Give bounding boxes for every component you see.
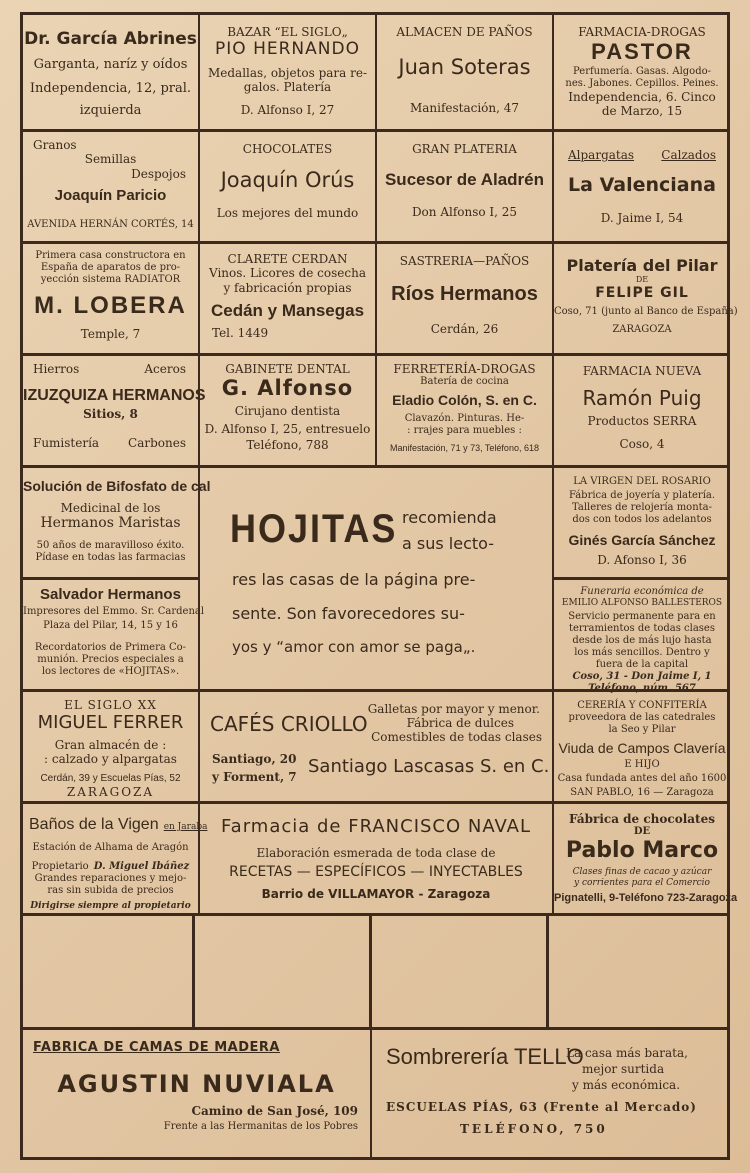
ad-campos-claveria <box>554 692 730 804</box>
ad-line: España de aparatos de pro- <box>40 262 181 273</box>
ad-line: yección sistema RADIATOR <box>40 274 181 285</box>
ad-line: : calzado y alpargatas <box>44 752 177 767</box>
ad-line: La casa más barata, <box>566 1046 688 1060</box>
ad-m-lobera <box>23 244 200 356</box>
ad-line: GRAN PLATERIA <box>412 142 517 156</box>
ad-line: Fábrica de joyería y platería. <box>568 490 716 501</box>
ad-aladren <box>377 132 554 244</box>
ad-name: Joaquín Orús <box>220 168 355 193</box>
ad-line: Propietario <box>31 861 89 872</box>
ad-line: RECETAS — ESPECÍFICOS — INYECTABLES <box>229 863 523 880</box>
ad-agustin-nuviala <box>23 1030 372 1157</box>
ad-garcia-abrines <box>23 15 200 132</box>
ad-line: y Forment, 7 <box>212 770 297 784</box>
ad-line: Fábrica de dulces <box>406 716 514 730</box>
ad-line: Recordatorios de Primera Co- <box>34 642 187 653</box>
ad-izuzquiza <box>23 356 206 468</box>
ad-ramon-puig <box>554 356 730 468</box>
ad-name: Joaquín Paricio <box>54 187 167 205</box>
ad-line: Hierros <box>33 362 80 376</box>
ad-cedan-mansegas <box>200 244 377 356</box>
ad-line: Fábrica de chocolates <box>569 812 715 826</box>
ad-name: Pablo Marco <box>565 838 719 864</box>
ad-line: FABRICA DE CAMAS DE MADERA <box>33 1040 280 1055</box>
ad-pablo-marco <box>554 804 738 916</box>
center-line: res las casas de la página pre- <box>232 570 476 589</box>
ad-line: Coso, 71 (junto al Banco de España) <box>554 305 738 317</box>
ad-line: Tel. 1449 <box>212 325 269 340</box>
ad-name: Solución de Bifosfato de cal <box>23 478 211 494</box>
ad-name: IZUZQUIZA HERMANOS <box>23 387 206 404</box>
ad-line: nes. Jabones. Cepillos. Peines. <box>565 77 719 89</box>
ad-virgen-rosario <box>554 468 730 580</box>
ad-line: Camino de San José, 109 <box>191 1104 358 1119</box>
ad-rios-hermanos <box>377 244 554 356</box>
ad-line: Elaboración esmerada de toda clase de <box>256 845 496 860</box>
ad-line: Pignatelli, 9-Teléfono 723-Zaragoza <box>554 892 738 905</box>
ad-plateria-pilar <box>554 244 738 356</box>
ad-g-alfonso <box>200 356 377 468</box>
ad-line: FERRETERÍA-DROGAS <box>393 362 536 376</box>
ad-name: M. LOBERA <box>34 292 187 319</box>
ad-line: GABINETE DENTAL <box>225 362 350 376</box>
ad-line: Alpargatas <box>568 148 635 162</box>
ad-juan-soteras <box>377 15 554 132</box>
ad-line: ESCUELAS PÍAS, 63 (Frente al Mercado) <box>386 1100 697 1114</box>
ad-line: DE <box>635 275 649 285</box>
ad-line: D. Miguel Ibáñez <box>93 861 190 872</box>
ad-line: TELÉFONO, 750 <box>460 1122 608 1136</box>
ad-line: SASTRERIA—PAÑOS <box>399 254 530 268</box>
ad-line: Comestibles de todas clases <box>371 730 542 744</box>
ad-line: fuera de la capital <box>595 658 689 670</box>
ad-name: Eladio Colón, S. en C. <box>392 392 537 409</box>
ad-line: Despojos <box>131 166 186 181</box>
ad-cafes-criollo <box>200 692 554 804</box>
ad-line: D. Alfonso I, 25, entresuelo <box>204 421 371 436</box>
ad-line: EL SIGLO XX <box>64 698 157 712</box>
ad-pio-hernando <box>200 15 377 132</box>
ad-line: Medallas, objetos para re- <box>207 65 368 80</box>
ad-name: Viuda de Campos Clavería <box>558 740 726 756</box>
ad-name: Ríos Hermanos <box>391 283 538 306</box>
ad-line: los más sencillos. Dentro y <box>574 646 710 658</box>
ad-line: Talleres de relojería monta- <box>571 502 713 513</box>
ad-name: La Valenciana <box>568 174 716 196</box>
ad-pastor <box>554 15 730 132</box>
ad-line: y fabricación propias <box>223 280 352 295</box>
ad-line: ZARAGOZA <box>66 784 155 799</box>
ad-line: terramientos de todas clases <box>568 622 715 634</box>
ad-line: Plaza del Pilar, 14, 15 y 16 <box>43 620 178 631</box>
ad-name: AGUSTIN NUVIALA <box>57 1069 336 1098</box>
ad-name: PASTOR <box>591 39 693 65</box>
empty-cell <box>549 916 730 1030</box>
ad-line: y más económica. <box>572 1078 681 1092</box>
ad-joaquin-orus <box>200 132 377 244</box>
ad-line: BAZAR “EL SIGLO„ <box>227 25 348 39</box>
ad-line: Aceros <box>144 362 186 376</box>
ad-line: Coso, 4 <box>619 436 665 451</box>
ad-line: Productos SERRA <box>587 414 697 429</box>
hojitas-title: HOJITAS <box>230 505 398 551</box>
ad-sombrereria-tello <box>372 1030 730 1157</box>
ad-line: Casa fundada antes del año 1600 <box>557 772 727 784</box>
ad-line: FARMACIA-DROGAS <box>578 25 706 39</box>
ad-line: de Marzo, 15 <box>601 104 683 119</box>
center-line: recomienda <box>402 508 497 527</box>
empty-cell <box>372 916 549 1030</box>
ad-line: izquierda <box>79 102 142 118</box>
ad-eladio-colon <box>377 356 554 468</box>
ad-line: Granos <box>33 138 77 152</box>
ad-line: Sitios, 8 <box>83 407 138 422</box>
ad-line: Manifestación, 71 y 73, Teléfono, 618 <box>390 443 539 454</box>
ad-line: mejor surtida <box>582 1062 665 1076</box>
ad-name: Ginés García Sánchez <box>568 532 716 548</box>
ad-name: Platería del Pilar <box>566 256 718 275</box>
ad-line: Pídase en todas las farmacias <box>35 551 186 563</box>
ad-bifosfato <box>23 468 211 580</box>
ad-line: Teléfono, núm. 567 <box>588 682 696 694</box>
ad-line: dos con todos los adelantos <box>572 514 712 525</box>
ad-line: Temple, 7 <box>80 326 141 341</box>
ad-name: FELIPE GIL <box>595 284 689 301</box>
ad-name: PIO HERNANDO <box>215 39 360 60</box>
ad-line: Teléfono, 788 <box>246 438 329 453</box>
ad-line: los lectores de «HOJITAS». <box>41 666 180 677</box>
ad-la-valenciana <box>554 132 730 244</box>
center-line: yos y “amor con amor se paga„. <box>232 638 476 656</box>
ad-line: Manifestación, 47 <box>409 100 520 115</box>
ad-name: Salvador Hermanos <box>40 586 181 603</box>
ad-line: Semillas <box>84 152 137 167</box>
ad-funeraria <box>554 580 730 692</box>
ad-line: : rrajes para muebles : <box>407 425 522 437</box>
ad-line: Clases finas de cacao y azúcar <box>572 866 712 877</box>
ad-line: Batería de cocina <box>420 376 509 388</box>
ad-line: Cirujano dentista <box>234 403 341 418</box>
ad-line: Medicinal de los <box>60 500 161 515</box>
ad-line: Carbones <box>128 435 186 450</box>
ad-line: munión. Precios especiales a <box>37 654 184 665</box>
ad-name: Cedán y Mansegas <box>210 301 365 321</box>
ad-line: Independencia, 6. Cinco <box>568 89 716 104</box>
ad-line: Funeraria económica de <box>580 586 704 597</box>
ad-line: Cerdán, 26 <box>430 322 499 337</box>
ad-name: G. Alfonso <box>221 376 354 401</box>
ad-salvador-hermanos <box>23 580 205 692</box>
hojitas-center-block <box>200 468 554 692</box>
ad-line: E HIJO <box>624 758 660 770</box>
ad-francisco-naval <box>200 804 554 916</box>
ad-line: CHOCOLATES <box>242 142 333 156</box>
ad-line: Santiago, 20 <box>212 752 297 766</box>
ad-line: Estación de Alhama de Aragón <box>32 842 189 853</box>
ad-joaquin-paricio <box>23 132 200 244</box>
ad-line: ALMACEN DE PAÑOS <box>396 25 533 39</box>
ad-name: Santiago Lascasas S. en C. <box>308 756 550 777</box>
ad-name: CAFÉS CRIOLLO <box>210 712 368 736</box>
ad-line: Frente a las Hermanitas de los Pobres <box>163 1120 358 1132</box>
ad-line: Perfumería. Gasas. Algodo- <box>573 65 711 77</box>
ad-name: Sombrerería TELLO <box>386 1044 584 1069</box>
ad-line: ras sin subida de precios <box>47 885 174 897</box>
ad-line: Impresores del Emmo. Sr. Cardenal <box>23 606 205 617</box>
ad-line: en Jaraba <box>163 822 208 832</box>
ad-line: Coso, 31 - Don Jaime I, 1 <box>572 670 712 682</box>
ad-line: SAN PABLO, 16 — Zaragoza <box>570 786 714 798</box>
ad-line: D. Alfonso I, 27 <box>240 102 335 117</box>
ad-line: Gran almacén de : <box>54 737 167 752</box>
ad-name: Ramón Puig <box>582 386 702 411</box>
ad-line: Calzados <box>661 148 716 162</box>
ad-line: 50 años de maravilloso éxito. <box>36 539 185 551</box>
ad-line: EMILIO ALFONSO BALLESTEROS <box>561 598 723 608</box>
ad-line: Vinos. Licores de cosecha <box>208 266 366 281</box>
ad-line: Fumistería <box>33 435 100 450</box>
ad-name: MIGUEL FERRER <box>37 712 184 734</box>
ad-line: FARMACIA NUEVA <box>582 364 702 378</box>
ad-line: Cerdán, 39 y Escuelas Pías, 52 <box>40 772 181 784</box>
ad-line: Barrio de VILLAMAYOR - Zaragoza <box>261 886 491 901</box>
ad-line: CERERÍA Y CONFITERÍA <box>577 700 707 711</box>
ad-line: ZARAGOZA <box>612 323 672 335</box>
ad-line: D. Afonso I, 36 <box>597 552 687 567</box>
ad-line: DE <box>633 826 651 838</box>
ad-line: Galletas por mayor y menor. <box>367 702 540 716</box>
empty-cell <box>23 916 195 1030</box>
ad-line: Grandes reparaciones y mejo- <box>34 873 187 885</box>
center-line: sente. Son favorecedores su- <box>232 604 465 623</box>
ad-line: desde los de más lujo hasta <box>572 634 712 646</box>
ad-line: y corrientes para el Comercio <box>574 877 710 888</box>
ad-line: Don Alfonso I, 25 <box>411 204 518 219</box>
ad-name: Juan Soteras <box>398 55 531 80</box>
ad-line: Clavazón. Pinturas. He- <box>404 413 525 425</box>
ad-name: Farmacia de FRANCISCO NAVAL <box>220 816 532 837</box>
ad-line: D. Jaime I, 54 <box>600 210 684 225</box>
ad-line: Servicio permanente para en <box>568 610 716 622</box>
ad-banos-vigen <box>23 804 208 916</box>
ad-line: Independencia, 12, pral. <box>29 80 192 96</box>
ad-name: Sucesor de Aladrén <box>384 170 545 190</box>
ad-line: Primera casa constructora en <box>35 250 186 261</box>
ad-name: Baños de la Vigen <box>29 816 159 833</box>
ad-line: Los mejores del mundo <box>216 205 359 220</box>
ad-name: Dr. García Abrines <box>24 29 197 49</box>
ad-miguel-ferrer <box>23 692 200 804</box>
ad-line: proveedora de las catedrales <box>568 712 716 723</box>
ad-line: Dirigirse siempre al propietario <box>30 901 191 912</box>
ad-line: la Seo y Pilar <box>608 724 676 735</box>
ad-line: galos. Platería <box>243 80 332 95</box>
ad-line: Hermanos Maristas <box>40 515 181 532</box>
ad-line: CLARETE CERDAN <box>227 252 348 266</box>
ad-line: LA VIRGEN DEL ROSARIO <box>573 476 711 487</box>
ad-line: AVENIDA HERNÁN CORTÉS, 14 <box>27 219 194 231</box>
ad-line: Garganta, naríz y oídos <box>33 57 188 73</box>
empty-cell <box>195 916 372 1030</box>
center-line: a sus lecto- <box>402 534 495 553</box>
